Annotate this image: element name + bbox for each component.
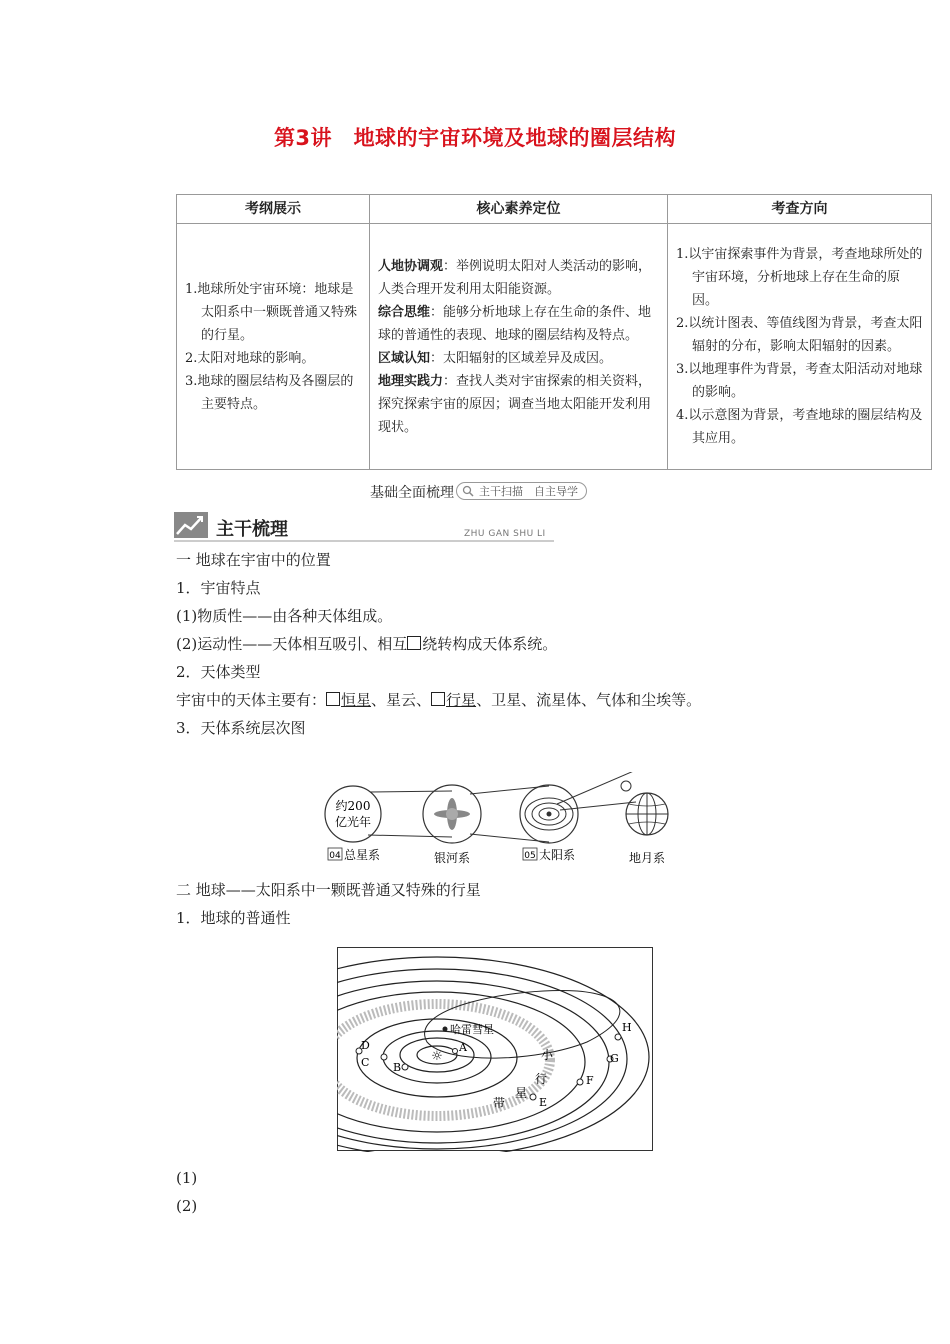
banner-pill: 主干扫描 自主导学 [456,482,587,500]
outline-table [176,194,932,470]
universe-size-text: 亿光年 [334,815,372,829]
label-number: 04 [329,851,341,861]
lecture-number: 第3讲 [273,126,333,150]
solar-system-diagram [337,947,654,1152]
syllabus-item: 3.地球的圈层结构及各圈层的主要特点。 [185,373,354,412]
direction-item: 2.以统计图表、等值线图为背景，考查太阳辐射的分布，影响太阳辐射的因素。 [676,316,923,354]
subsection-title: 2．天体类型 [176,663,261,681]
planet-label: B [393,1061,402,1074]
blank-box [407,636,421,650]
planet-label: G [610,1052,619,1065]
planet-label: E [539,1096,548,1109]
section-banner [370,482,587,502]
sun-icon: ☼ [431,1049,443,1064]
literacy-item: 人地协调观：举例说明太阳对人类活动的影响，人类合理开发利用太阳能资源。 [378,258,652,297]
planet-label: F [586,1074,594,1087]
label-number: 05 [524,851,536,861]
literacy-item: 地理实践力：查找人类对宇宙探索的相关资料，探究探索宇宙的原因；调查当地太阳能开发利用现状。 [378,373,652,435]
subsection-title: 1．地球的普通性 [176,909,291,927]
belt-label: 行 [535,1072,548,1086]
comet-label: 哈雷彗星 [450,1023,494,1036]
planet-label: D [361,1039,370,1052]
body-text: (1)物质性——由各种天体组成。 [176,607,393,625]
label-universe: 总星系 [344,848,381,862]
belt-label: 星 [515,1086,528,1100]
page-title [0,122,950,152]
label-galaxy: 银河系 [433,851,471,865]
belt-label: 小 [541,1048,554,1062]
literacy-item: 区域认知：太阳辐射的区域差异及成因。 [378,350,613,366]
blank-box [431,692,445,706]
list-number: (2) [176,1197,198,1215]
direction-item: 3.以地理事件为背景，考查太阳活动对地球的影响。 [676,362,923,400]
directions-cell [668,224,932,470]
subsection-title: 1．宇宙特点 [176,579,261,597]
header-literacy: 核心素养定位 [370,195,668,224]
header-directions: 考查方向 [668,195,932,224]
blank-box [326,692,340,706]
syllabus-item: 2.太阳对地球的影响。 [185,350,315,366]
section-1-title: 一 地球在宇宙中的位置 [176,551,331,569]
magnifier-icon [462,485,474,497]
chart-trend-icon-bg [174,512,208,538]
answer-blank: 恒星 [326,691,371,709]
planet-label: C [361,1056,370,1069]
banner-text: 基础全面梳理 [370,485,454,501]
universe-circle [325,786,381,842]
direction-item: 1.以宇宙探索事件为背景，考查地球所处的宇宙环境，分析地球上存在生命的原因。 [676,247,923,308]
syllabus-cell [177,224,370,470]
section-2-title: 二 地球——太阳系中一颗既普通又特殊的行星 [176,881,481,899]
direction-item: 4.以示意图为背景，考查地球的圈层结构及其应用。 [676,408,923,446]
label-earth-moon: 地月系 [628,851,666,865]
header-syllabus: 考纲展示 [177,195,370,224]
moon-circle [621,781,631,791]
belt-label: 带 [493,1096,506,1110]
subsection-title: 3．天体系统层次图 [176,719,306,737]
celestial-hierarchy-diagram [310,772,680,872]
planet-label: A [459,1041,467,1054]
planet-label: H [622,1021,632,1034]
halley-comet [443,1027,448,1032]
answer-blank: 行星 [431,691,476,709]
body-text: (2)运动性——天体相互吸引、相互 绕转构成天体系统。 [176,635,558,653]
syllabus-item: 1.地球所处宇宙环境：地球是太阳系中一颗既普通又特殊的行星。 [185,281,358,343]
universe-size-text: 约200 [335,799,371,813]
lecture-topic: 地球的宇宙环境及地球的圈层结构 [353,126,677,150]
section-heading: 主干梳理 [216,519,288,540]
list-number: (1) [176,1169,198,1187]
body-text: 宇宙中的天体主要有： 恒星、星云、 行星、卫星、流星体、气体和尘埃等。 [176,691,702,709]
label-solar-system: 太阳系 [539,848,576,862]
section-heading-pinyin: ZHU GAN SHU LI [464,529,546,539]
literacy-item: 综合思维：能够分析地球上存在生命的条件、地球的普通性的表现、地球的圈层结构及特点。 [378,304,652,343]
literacy-cell [370,224,668,470]
